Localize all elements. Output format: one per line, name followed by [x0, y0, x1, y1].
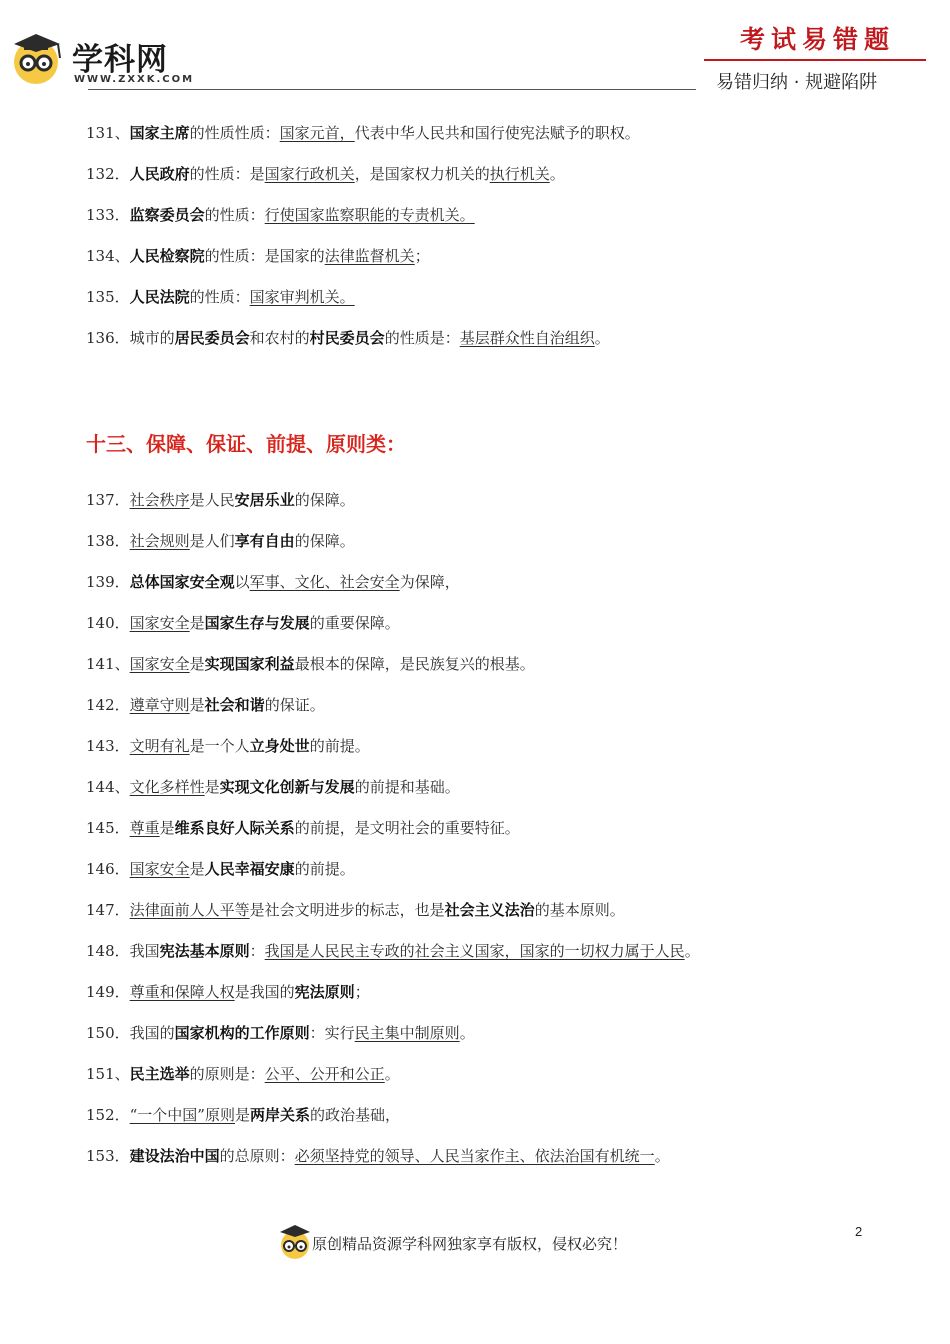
- tag-divider: [704, 59, 926, 61]
- mascot-icon: [10, 30, 68, 88]
- bold-term: 安居乐业: [234, 491, 295, 509]
- header-rule: [88, 89, 696, 90]
- text-run: 的性质是：: [384, 329, 460, 347]
- list-item: [86, 859, 355, 879]
- list-item: [86, 531, 355, 551]
- bold-term: 国家生存与发展: [204, 614, 310, 632]
- text-run: ：实行: [309, 1024, 355, 1042]
- underlined-phrase: 文化多样性: [129, 778, 205, 796]
- text-run: 是一个人: [189, 737, 250, 755]
- text-run: 是: [234, 1106, 250, 1124]
- bold-term: 总体国家安全观: [129, 573, 235, 591]
- tag-title: 考试易错题: [740, 25, 896, 54]
- list-item: [86, 246, 430, 266]
- bold-term: 国家机构的工作原则: [174, 1024, 310, 1042]
- text-run: 152．: [86, 1106, 130, 1124]
- bold-term: 国家主席: [129, 124, 190, 142]
- underlined-phrase: 执行机关: [489, 165, 550, 183]
- list-item: [86, 982, 370, 1002]
- list-item: [86, 164, 565, 184]
- bold-term: 监察委员会: [129, 206, 205, 224]
- tag-subtitle: 易错归纳 · 规避陷阱: [716, 72, 878, 93]
- text-run: 的前提。: [309, 737, 370, 755]
- text-run: 。: [684, 942, 700, 960]
- underlined-phrase: “一个中国”原则: [129, 1106, 235, 1124]
- bold-term: 社会主义法治: [444, 901, 535, 919]
- text-run: 是社会文明进步的标志，也是: [249, 901, 445, 919]
- list-item: [86, 1146, 670, 1166]
- underlined-phrase: 必须坚持党的领导、人民当家作主、依法治国有机统一: [294, 1147, 655, 1165]
- section-title: 十三、保障、保证、前提、原则类：: [86, 432, 406, 456]
- logo-url: WWW.ZXXK.COM: [74, 74, 195, 85]
- bold-term: 立身处世: [249, 737, 310, 755]
- list-item: [86, 287, 355, 307]
- text-run: 的性质性质：: [189, 124, 280, 142]
- underlined-phrase: 国家行政机关: [264, 165, 355, 183]
- underlined-phrase: 公平、公开和公正: [264, 1065, 385, 1083]
- list-item: [86, 941, 700, 961]
- underlined-phrase: 尊重: [129, 819, 160, 837]
- underlined-phrase: 文明有礼: [129, 737, 190, 755]
- text-run: 是: [189, 614, 205, 632]
- list-item: [86, 572, 460, 592]
- bold-term: 人民法院: [129, 288, 190, 306]
- underlined-phrase: 民主集中制原则: [354, 1024, 460, 1042]
- bold-term: 享有自由: [234, 532, 295, 550]
- text-run: 。: [654, 1147, 670, 1165]
- list-item: [86, 777, 460, 797]
- underlined-phrase: 国家元首，: [279, 124, 355, 142]
- underlined-phrase: 行使国家监察职能的专责机关。: [264, 206, 475, 224]
- bold-term: 实现文化创新与发展: [219, 778, 355, 796]
- bold-term: 宪法基本原则: [159, 942, 250, 960]
- text-run: 的重要保障。: [309, 614, 400, 632]
- list-item: [86, 1105, 400, 1125]
- text-run: 的性质：: [204, 206, 265, 224]
- text-run: 144、: [86, 778, 130, 796]
- underlined-phrase: 国家安全: [129, 614, 190, 632]
- copyright-notice: 原创精品资源学科网独家享有版权，侵权必究！: [312, 1235, 628, 1253]
- text-run: 是人们: [189, 532, 235, 550]
- text-run: 和农村的: [249, 329, 310, 347]
- underlined-phrase: 法律监督机关: [324, 247, 415, 265]
- text-run: 。: [594, 329, 610, 347]
- bold-term: 两岸关系: [250, 1106, 311, 1124]
- list-item: [86, 205, 475, 225]
- text-run: 147．: [86, 901, 130, 919]
- text-run: 的保障。: [294, 491, 355, 509]
- text-run: 134、: [86, 247, 130, 265]
- list-item: [86, 900, 625, 920]
- underlined-phrase: 法律面前人人平等: [129, 901, 250, 919]
- bold-term: 居民委员会: [174, 329, 250, 347]
- list-item: [86, 490, 355, 510]
- bold-term: 人民幸福安康: [204, 860, 295, 878]
- underlined-phrase: 国家审判机关。: [249, 288, 355, 306]
- underlined-phrase: 国家安全: [129, 860, 190, 878]
- text-run: 。: [459, 1024, 475, 1042]
- text-run: 的保障。: [294, 532, 355, 550]
- text-run: 137．: [86, 491, 130, 509]
- text-run: 是: [189, 655, 205, 673]
- text-run: 的性质：是: [189, 165, 265, 183]
- text-run: 148．我国: [86, 942, 160, 960]
- underlined-phrase: 社会秩序: [129, 491, 190, 509]
- text-run: 是: [189, 696, 205, 714]
- text-run: 133．: [86, 206, 130, 224]
- logo-text: 学科网: [72, 42, 168, 78]
- text-run: 的原则是：: [189, 1065, 265, 1083]
- text-run: 是我国的: [234, 983, 295, 1001]
- bold-term: 宪法原则: [294, 983, 355, 1001]
- text-run: 的保证。: [264, 696, 325, 714]
- text-run: 151、: [86, 1065, 130, 1083]
- text-run: 150．我国的: [86, 1024, 175, 1042]
- text-run: 139．: [86, 573, 130, 591]
- list-item: [86, 654, 535, 674]
- text-run: 153．: [86, 1147, 130, 1165]
- bold-term: 实现国家利益: [204, 655, 295, 673]
- underlined-phrase: 遵章守则: [129, 696, 190, 714]
- logo: [10, 28, 210, 90]
- text-run: 135．: [86, 288, 130, 306]
- list-item: [86, 736, 370, 756]
- underlined-phrase: 基层群众性自治组织: [459, 329, 595, 347]
- list-item: [86, 123, 640, 143]
- text-run: 131、: [86, 124, 130, 142]
- text-run: 的基本原则。: [534, 901, 625, 919]
- list-item: [86, 695, 325, 715]
- text-run: 是人民: [189, 491, 235, 509]
- text-run: 143．: [86, 737, 130, 755]
- text-run: 代表中华人民共和国行使宪法赋予的职权。: [354, 124, 640, 142]
- bold-term: 社会和谐: [204, 696, 265, 714]
- text-run: 的前提。: [294, 860, 355, 878]
- text-run: 的性质：是国家的: [204, 247, 325, 265]
- underlined-phrase: 我国是人民民主专政的社会主义国家，国家的一切权力属于人民: [264, 942, 685, 960]
- text-run: ；: [414, 247, 430, 265]
- list-item: [86, 613, 400, 633]
- text-run: 142．: [86, 696, 130, 714]
- text-run: ：: [249, 942, 265, 960]
- text-run: 。: [384, 1065, 400, 1083]
- underlined-phrase: 尊重和保障人权: [129, 983, 235, 1001]
- text-run: 是: [159, 819, 175, 837]
- text-run: ，是国家权力机关的: [354, 165, 490, 183]
- bold-term: 人民政府: [129, 165, 190, 183]
- page-header: [0, 0, 950, 110]
- page-footer: [278, 1220, 698, 1264]
- text-run: 。: [549, 165, 565, 183]
- text-run: 的总原则：: [219, 1147, 295, 1165]
- text-run: 的性质：: [189, 288, 250, 306]
- underlined-phrase: 国家安全: [129, 655, 190, 673]
- text-run: 138．: [86, 532, 130, 550]
- text-run: 149．: [86, 983, 130, 1001]
- text-run: 141、: [86, 655, 130, 673]
- underlined-phrase: 军事、文化、社会安全: [249, 573, 400, 591]
- text-run: 140．: [86, 614, 130, 632]
- mascot-icon: [278, 1222, 312, 1260]
- text-run: 的政治基础，: [310, 1106, 401, 1124]
- text-run: 132．: [86, 165, 130, 183]
- text-run: 是: [204, 778, 220, 796]
- list-item: [86, 818, 520, 838]
- text-run: 的前提，是文明社会的重要特征。: [294, 819, 520, 837]
- bold-term: 人民检察院: [129, 247, 205, 265]
- bold-term: 维系良好人际关系: [174, 819, 295, 837]
- text-run: ；: [354, 983, 370, 1001]
- bold-term: 村民委员会: [309, 329, 385, 347]
- text-run: 为保障，: [399, 573, 460, 591]
- list-item: [86, 328, 610, 348]
- text-run: 145．: [86, 819, 130, 837]
- list-item: [86, 1064, 400, 1084]
- bold-term: 民主选举: [129, 1065, 190, 1083]
- page-number: 2: [855, 1224, 863, 1239]
- text-run: 以: [234, 573, 250, 591]
- list-item: [86, 1023, 475, 1043]
- text-run: 最根本的保障，是民族复兴的根基。: [294, 655, 535, 673]
- text-run: 146．: [86, 860, 130, 878]
- bold-term: 建设法治中国: [129, 1147, 220, 1165]
- text-run: 的前提和基础。: [354, 778, 460, 796]
- text-run: 是: [189, 860, 205, 878]
- underlined-phrase: 社会规则: [129, 532, 190, 550]
- text-run: 136．城市的: [86, 329, 175, 347]
